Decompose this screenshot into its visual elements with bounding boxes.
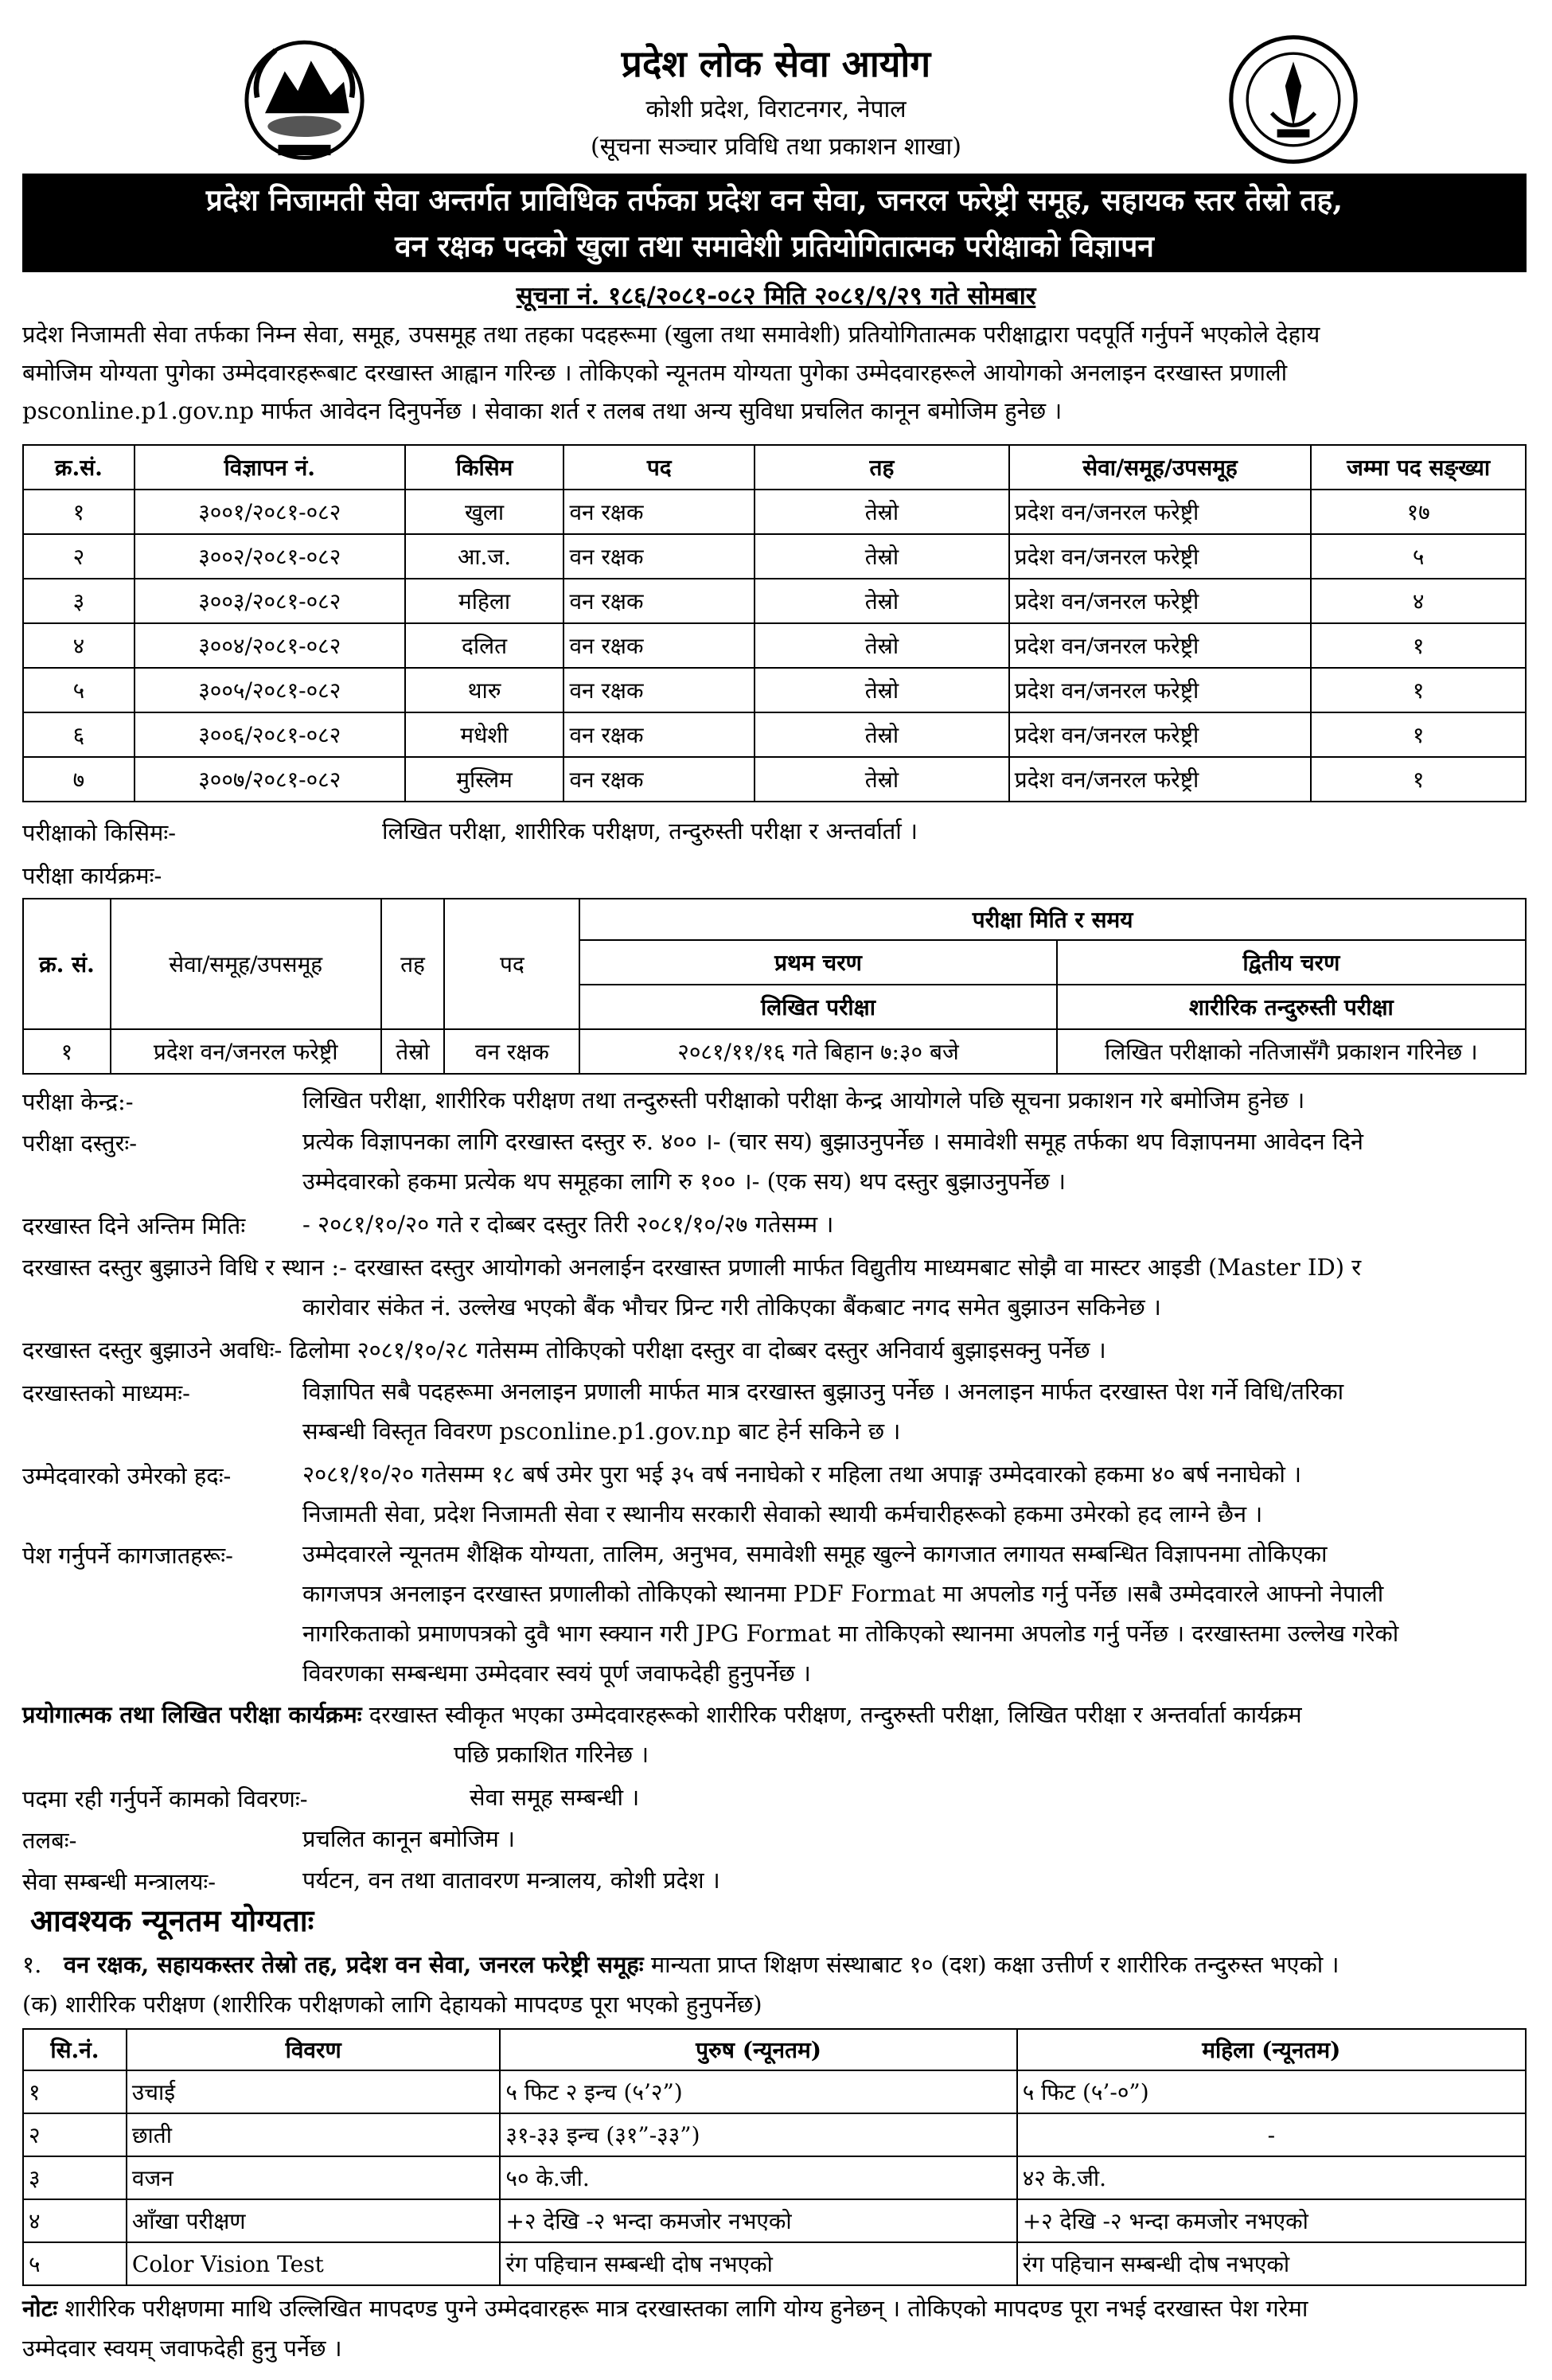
table-cell: वजन xyxy=(127,2156,500,2199)
table-cell: मुस्लिम xyxy=(405,757,564,802)
table-row xyxy=(23,668,1526,712)
table-header-row xyxy=(23,2029,1526,2070)
table-row xyxy=(23,2070,1526,2113)
commission-seal-icon xyxy=(1226,32,1361,167)
table-cell: ४२ के.जी. xyxy=(1017,2156,1526,2199)
table-cell: खुला xyxy=(405,490,564,534)
table-header-row xyxy=(23,899,1526,940)
table-cell: प्रदेश वन/जनरल फरेष्ट्री xyxy=(111,1029,381,1074)
qualification-number: १. xyxy=(22,1951,42,1978)
ministry-value: पर्यटन, वन तथा वातावरण मन्त्रालय, कोशी प्रदेश । xyxy=(302,1867,720,1894)
table-cell: तेस्रो xyxy=(755,623,1009,668)
fee-period: दरखास्त दस्तुर बुझाउने अवधिः- ढिलोमा २०८१/१०/२८ गतेसम्म तोकिएको परीक्षा दस्तुर वा दोब्बर दस्तुर अनिवार्य बुझाइसक्नु पर्नेछ । xyxy=(22,1336,1106,1364)
table-cell: २०८१/११/१६ गते बिहान ७:३० बजे xyxy=(579,1029,1056,1074)
table-cell: +२ देखि -२ भन्दा कमजोर नभएको xyxy=(500,2199,1016,2242)
table-cell: थारु xyxy=(405,668,564,712)
commission-location: कोशी प्रदेश, विराटनगर, नेपाल xyxy=(645,96,907,123)
note-text: शारीरिक परीक्षणमा माथि उल्लिखित मापदण्ड पुग्ने उम्मेदवारहरू मात्र दरखास्तका लागि योग्य हुनेछन् । तोकिएको मापदण्ड पूरा नभई दरखास्त पेश गरेमा xyxy=(64,2295,1308,2322)
table-cell: १ xyxy=(1311,623,1526,668)
table-cell: १७ xyxy=(1311,490,1526,534)
table-cell: १ xyxy=(1311,757,1526,802)
table-row xyxy=(23,712,1526,757)
table-cell: लिखित परीक्षाको नतिजासँगै प्रकाशन गरिनेछ । xyxy=(1057,1029,1526,1074)
table-cell: ४ xyxy=(23,2199,127,2242)
table-header: विवरण xyxy=(127,2029,500,2070)
intro-line: प्रदेश निजामती सेवा तर्फका निम्न सेवा, समूह, उपसमूह तथा तहका पदहरूमा (खुला तथा समावेशी) प्रतियोगितात्मक परीक्षाद्वारा पदपूर्ति गर्नुपर्ने भएकोले देहाय xyxy=(22,321,1320,348)
commission-branch: (सूचना सञ्चार प्रविधि तथा प्रकाशन शाखा) xyxy=(590,133,961,161)
table-cell: ३००५/२०८१-०८२ xyxy=(135,668,405,712)
fee-method-line-2: कारोवार संकेत नं. उल्लेख भएको बैंक भौचर प्रिन्ट गरी तोकिएका बैंकबाट नगद समेत बुझाउन सकिनेछ । xyxy=(302,1293,1161,1321)
note-line-1 xyxy=(22,2289,1527,2327)
table-cell: प्रदेश वन/जनरल फरेष्ट्री xyxy=(1009,490,1312,534)
table-row xyxy=(23,1029,1526,1074)
table-cell: मधेशी xyxy=(405,712,564,757)
banner-line-2: वन रक्षक पदको खुला तथा समावेशी प्रतियोगितात्मक परीक्षाको विज्ञापन xyxy=(395,228,1154,263)
table-cell: तेस्रो xyxy=(755,490,1009,534)
table-cell: ३००३/२०८१-०८२ xyxy=(135,579,405,623)
qualification-item xyxy=(22,1945,1527,1984)
table-cell: प्रदेश वन/जनरल फरेष्ट्री xyxy=(1009,757,1312,802)
notice-number: सूचना नं. १८६/२०८१-०८२ मिति २०८१/९/२९ गते सोमबार xyxy=(516,282,1036,310)
documents-line-2: कागजपत्र अनलाइन दरखास्त प्रणालीको तोकिएको स्थानमा PDF Format मा अपलोड गर्नु पर्नेछ ।सबै उम्मेदवारले आफ्नो नेपाली xyxy=(302,1580,1384,1607)
table-cell: ५० के.जी. xyxy=(500,2156,1016,2199)
table-cell: ५ xyxy=(23,2242,127,2285)
physical-table xyxy=(22,2028,1527,2286)
exam-schedule-label: परीक्षा कार्यक्रमः- xyxy=(22,862,162,889)
table-header: विज्ञापन नं. xyxy=(135,445,405,490)
table-cell: वन रक्षक xyxy=(563,712,755,757)
table-row xyxy=(23,2113,1526,2156)
table-header: तह xyxy=(381,899,445,1029)
table-cell: तेस्रो xyxy=(755,579,1009,623)
exam-fee-line-1: प्रत्येक विज्ञापनका लागि दरखास्त दस्तुर रु. ४०० ।- (चार सय) बुझाउनुपर्नेछ । समावेशी समूह तर्फका थप विज्ञापनमा आवेदन दिने xyxy=(302,1128,1363,1155)
table-cell: २ xyxy=(23,534,135,579)
salary-value: प्रचलित कानून बमोजिम । xyxy=(302,1825,516,1852)
table-cell: ५ फिट (५’-०”) xyxy=(1017,2070,1526,2113)
table-cell: ५ xyxy=(1311,534,1526,579)
table-cell: तेस्रो xyxy=(755,534,1009,579)
note-line-2: उम्मेदवार स्वयम् जवाफदेही हुनु पर्नेछ । xyxy=(22,2335,342,2362)
table-cell: वन रक्षक xyxy=(563,623,755,668)
table-cell: ७ xyxy=(23,757,135,802)
table-cell: आँखा परीक्षण xyxy=(127,2199,500,2242)
table-cell: वन रक्षक xyxy=(563,668,755,712)
practical-line-1 xyxy=(22,1695,1527,1734)
table-header: सेवा/समूह/उपसमूह xyxy=(111,899,381,1029)
exam-fee-line-2: उम्मेदवारको हकमा प्रत्येक थप समूहका लागि रु १०० ।- (एक सय) थप दस्तुर बुझाउनुपर्नेछ । xyxy=(302,1168,1066,1195)
last-date-value: - २०८१/१०/२० गते र दोब्बर दस्तुर तिरी २०८१/१०/२७ गतेसम्म । xyxy=(302,1211,834,1238)
schedule-table xyxy=(22,898,1527,1075)
table-cell: ४ xyxy=(23,623,135,668)
physical-note: (क) शारीरिक परीक्षण (शारीरिक परीक्षणको लागि देहायको मापदण्ड पूरा भएको हुनुपर्नेछ) xyxy=(22,1991,762,2018)
table-cell: आ.ज. xyxy=(405,534,564,579)
table-row xyxy=(23,534,1526,579)
documents-line-1: उम्मेदवारले न्यूनतम शैक्षिक योग्यता, तालिम, अनुभव, समावेशी समूह खुल्ने कागजात लगायत सम्बन्धित विज्ञापनमा तोकिएका xyxy=(302,1540,1328,1567)
intro-line: बमोजिम योग्यता पुगेका उम्मेदवारहरूबाट दरखास्त आह्वान गरिन्छ । तोकिएको न्यूनतम योग्यता पुगेका उम्मेदवारहरूले आयोगको अनलाइन दरखास्त प्रणाली xyxy=(22,359,1288,386)
table-cell: तेस्रो xyxy=(381,1029,445,1074)
medium-line-1: विज्ञापित सबै पदहरूमा अनलाइन प्रणाली मार्फत मात्र दरखास्त बुझाउनु पर्नेछ । अनलाइन मार्फत दरखास्त पेश गर्ने विधि/तरिका xyxy=(302,1378,1344,1405)
documents-line-3: नागरिकताको प्रमाणपत्रको दुवै भाग स्क्यान गरी JPG Format मा तोकिएको स्थानमा अपलोड गर्नु पर्नेछ । दरखास्तमा उल्लेख गरेको xyxy=(302,1620,1399,1647)
table-cell: ५ फिट २ इन्च (५’२”) xyxy=(500,2070,1016,2113)
advertisement-banner xyxy=(22,174,1527,272)
table-cell: Color Vision Test xyxy=(127,2242,500,2285)
header xyxy=(0,0,1552,167)
table-header: महिला (न्यूनतम) xyxy=(1017,2029,1526,2070)
table-header: क्र. सं. xyxy=(23,899,111,1029)
table-header-row xyxy=(23,445,1526,490)
table-cell: रंग पहिचान सम्बन्धी दोष नभएको xyxy=(500,2242,1016,2285)
exam-fee-label: परीक्षा दस्तुरः- xyxy=(22,1130,138,1157)
ministry-label: सेवा सम्बन्धी मन्त्रालयः- xyxy=(22,1868,216,1895)
exam-center-label: परीक्षा केन्द्र:- xyxy=(22,1088,134,1115)
table-cell: दलित xyxy=(405,623,564,668)
table-row xyxy=(23,2242,1526,2285)
table-header: प्रथम चरण xyxy=(579,940,1056,985)
table-cell: - xyxy=(1017,2113,1526,2156)
table-cell: ३१-३३ इन्च (३१”-३३”) xyxy=(500,2113,1016,2156)
banner-line-1: प्रदेश निजामती सेवा अन्तर्गत प्राविधिक तर्फका प्रदेश वन सेवा, जनरल फरेष्ट्री समूह, सहायक स्तर तेस्रो तह, xyxy=(205,182,1343,217)
table-cell: वन रक्षक xyxy=(444,1029,579,1074)
table-cell: +२ देखि -२ भन्दा कमजोर नभएको xyxy=(1017,2199,1526,2242)
practical-line-2: पछि प्रकाशित गरिनेछ । xyxy=(454,1741,649,1768)
intro-paragraph xyxy=(22,315,1527,430)
table-cell: ३००४/२०८१-०८२ xyxy=(135,623,405,668)
salary-label: तलबः- xyxy=(22,1827,77,1854)
table-cell: रंग पहिचान सम्बन्धी दोष नभएको xyxy=(1017,2242,1526,2285)
table-cell: प्रदेश वन/जनरल फरेष्ट्री xyxy=(1009,623,1312,668)
note-label: नोटः xyxy=(22,2295,58,2322)
exam-type-label: परीक्षाको किसिमः- xyxy=(22,819,177,846)
practical-label: प्रयोगात्मक तथा लिखित परीक्षा कार्यक्रमः xyxy=(22,1701,362,1728)
table-cell: प्रदेश वन/जनरल फरेष्ट्री xyxy=(1009,712,1312,757)
table-cell: ३००१/२०८१-०८२ xyxy=(135,490,405,534)
table-header: शारीरिक तन्दुरुस्ती परीक्षा xyxy=(1057,985,1526,1029)
table-cell: १ xyxy=(23,2070,127,2113)
table-header: द्वितीय चरण xyxy=(1057,940,1526,985)
table-row xyxy=(23,2156,1526,2199)
age-limit-label: उम्मेदवारको उमेरको हदः- xyxy=(22,1462,232,1489)
ads-table xyxy=(22,444,1527,802)
table-row xyxy=(23,490,1526,534)
table-cell: ३ xyxy=(23,579,135,623)
intro-line: psconline.p1.gov.np मार्फत आवेदन दिनुपर्नेछ । सेवाका शर्त र तलब तथा अन्य सुविधा प्रचलित कानून बमोजिम हुनेछ । xyxy=(22,397,1063,424)
documents-label: पेश गर्नुपर्ने कागजातहरूः- xyxy=(22,1542,233,1569)
table-cell: वन रक्षक xyxy=(563,757,755,802)
table-cell: उचाई xyxy=(127,2070,500,2113)
table-row xyxy=(23,2199,1526,2242)
commission-title: प्रदेश लोक सेवा आयोग xyxy=(621,42,931,85)
table-header: पुरुष (न्यूनतम) xyxy=(500,2029,1016,2070)
exam-type-value: लिखित परीक्षा, शारीरिक परीक्षण, तन्दुरुस्ती परीक्षा र अन्तर्वार्ता । xyxy=(382,817,918,845)
table-cell: ३००७/२०८१-०८२ xyxy=(135,757,405,802)
table-cell: महिला xyxy=(405,579,564,623)
table-cell: प्रदेश वन/जनरल फरेष्ट्री xyxy=(1009,534,1312,579)
table-cell: वन रक्षक xyxy=(563,490,755,534)
table-header: लिखित परीक्षा xyxy=(579,985,1056,1029)
qualification-text: मान्यता प्राप्त शिक्षण संस्थाबाट १० (दश) कक्षा उत्तीर्ण र शारीरिक तन्दुरुस्त भएको । xyxy=(650,1951,1339,1978)
practical-text: दरखास्त स्वीकृत भएका उम्मेदवारहरूको शारीरिक परीक्षण, तन्दुरुस्ती परीक्षा, लिखित परीक्षा र अन्तर्वार्ता कार्यक्रम xyxy=(369,1701,1302,1728)
documents-line-4: विवरणका सम्बन्धमा उम्मेदवार स्वयं पूर्ण जवाफदेही हुनुपर्नेछ । xyxy=(302,1660,811,1687)
job-desc-value: सेवा समूह सम्बन्धी । xyxy=(470,1784,640,1811)
qualification-post: वन रक्षक, सहायकस्तर तेस्रो तह, प्रदेश वन सेवा, जनरल फरेष्ट्री समूहः xyxy=(63,1951,644,1978)
table-header: पद xyxy=(563,445,755,490)
table-header: जम्मा पद सङ्ख्या xyxy=(1311,445,1526,490)
table-cell: तेस्रो xyxy=(755,712,1009,757)
table-cell: २ xyxy=(23,2113,127,2156)
job-desc-label: पदमा रही गर्नुपर्ने कामको विवरणः- xyxy=(22,1785,308,1812)
table-cell: प्रदेश वन/जनरल फरेष्ट्री xyxy=(1009,668,1312,712)
age-limit-line-1: २०८१/१०/२० गतेसम्म १८ बर्ष उमेर पुरा भई ३५ वर्ष ननाघेको र महिला तथा अपाङ्ग उम्मेदवारको हकमा ४० बर्ष ननाघेको । xyxy=(302,1461,1302,1488)
table-cell: तेस्रो xyxy=(755,757,1009,802)
last-date-label: दरखास्त दिने अन्तिम मितिः xyxy=(22,1212,246,1239)
table-row xyxy=(23,757,1526,802)
table-cell: वन रक्षक xyxy=(563,579,755,623)
table-header: किसिम xyxy=(405,445,564,490)
table-cell: वन रक्षक xyxy=(563,534,755,579)
table-row xyxy=(23,579,1526,623)
table-header: सि.नं. xyxy=(23,2029,127,2070)
table-cell: ३ xyxy=(23,2156,127,2199)
table-cell: छाती xyxy=(127,2113,500,2156)
table-cell: ३००२/२०८१-०८२ xyxy=(135,534,405,579)
table-cell: १ xyxy=(1311,712,1526,757)
exam-center-value: लिखित परीक्षा, शारीरिक परीक्षण तथा तन्दुरुस्ती परीक्षाको परीक्षा केन्द्र आयोगले पछि सूचना प्रकाशन गरे बमोजिम हुनेछ । xyxy=(302,1087,1305,1114)
table-cell: ४ xyxy=(1311,579,1526,623)
fee-method-line-1: दरखास्त दस्तुर बुझाउने विधि र स्थान :- दरखास्त दस्तुर आयोगको अनलाईन दरखास्त प्रणाली मार्फत विद्युतीय माध्यमबाट सोझै वा मास्टर आइडी (Master ID) र xyxy=(22,1254,1362,1281)
table-cell: ५ xyxy=(23,668,135,712)
table-cell: प्रदेश वन/जनरल फरेष्ट्री xyxy=(1009,579,1312,623)
table-header: पद xyxy=(444,899,579,1029)
medium-label: दरखास्तको माध्यमः- xyxy=(22,1379,190,1407)
table-cell: १ xyxy=(1311,668,1526,712)
medium-line-2: सम्बन्धी विस्तृत विवरण psconline.p1.gov.np बाट हेर्न सकिने छ । xyxy=(302,1418,901,1445)
table-cell: तेस्रो xyxy=(755,668,1009,712)
table-header: सेवा/समूह/उपसमूह xyxy=(1009,445,1312,490)
table-cell: १ xyxy=(23,1029,111,1074)
table-header: क्र.सं. xyxy=(23,445,135,490)
table-row xyxy=(23,623,1526,668)
table-header: परीक्षा मिति र समय xyxy=(579,899,1526,940)
table-cell: १ xyxy=(23,490,135,534)
table-cell: ३००६/२०८१-०८२ xyxy=(135,712,405,757)
table-header: तह xyxy=(755,445,1009,490)
age-limit-line-2: निजामती सेवा, प्रदेश निजामती सेवा र स्थानीय सरकारी सेवाको स्थायी कर्मचारीहरूको हकमा उमेरको हद लाग्ने छैन । xyxy=(302,1500,1263,1527)
table-cell: ६ xyxy=(23,712,135,757)
qualification-heading: आवश्यक न्यूनतम योग्यताः xyxy=(30,1902,314,1938)
